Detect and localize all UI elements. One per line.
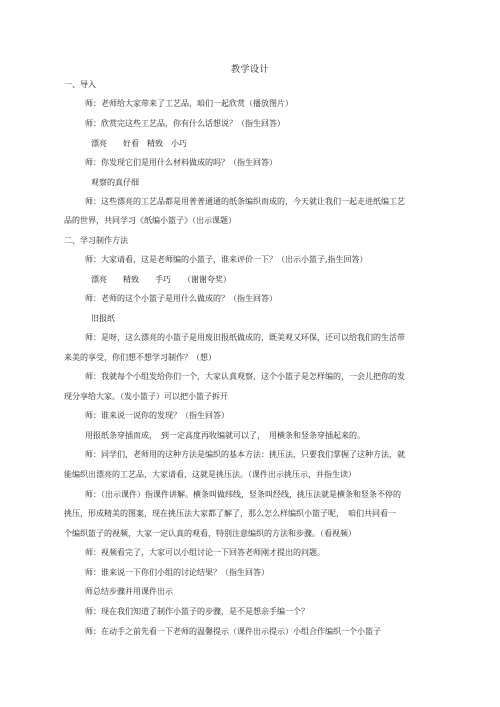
paragraph-continuation: 品的世界，共同学习《纸编小篮子》（出示课题） (64, 216, 236, 225)
answer-words: 漂亮 好看 精致 小巧 (91, 139, 187, 148)
answer-words: 漂亮 精致 手巧 （谢谢夸奖） (91, 275, 231, 284)
paragraph-continuation: 来美的享受，你们想不想学习制作？（想） (64, 353, 216, 362)
paragraph-continuation: 挑压，形成精美的图案，现在挑压法大家都了解了，那么怎么样编织小篮子呢， 咱们共同看一 (64, 509, 396, 518)
paragraph-line: 师：大家请看，这是老师编的小篮子，谁来评价一下？（出示小篮子,指生回答） (85, 255, 368, 264)
paragraph-line: 用报纸条穿插而成， 到一定高度再收编就可以了， 用横条和竖条穿插起来的。 (85, 431, 365, 440)
section-heading-intro: 一、导入 (64, 80, 96, 89)
document-title: 教学设计 (230, 65, 269, 75)
paragraph-line: 师：这些漂亮的工艺品都是用普普通通的纸条编织而成的，今天就让我们一起走进纸编工艺 (85, 197, 405, 206)
paragraph-line: 师：现在我们知道了制作小篮子的步骤，是不是想亲手编一个？ (85, 607, 309, 616)
paragraph-line: 师：视频看完了，大家可以小组讨论一下回答老师刚才提出的问题。 (85, 548, 325, 557)
paragraph-line: 师：（出示课件）指课件讲解。横条叫做纬线，竖条叫经线，挑压法就是横条和竖条不停的 (85, 490, 401, 499)
answer-line: 旧报纸 (91, 314, 115, 323)
paragraph-continuation: 现分享给大家。（发小篮子）可以把小篮子拆开 (64, 392, 228, 401)
paragraph-line: 师：是呀，这么漂亮的小篮子是用废旧报纸做成的，既美观又环保，还可以给我们的生活带 (85, 333, 405, 342)
paragraph-line: 师：我就每个小组发给你们一个，大家认真观察，这个小篮子是怎样编的，一会儿把你的发 (85, 372, 405, 381)
paragraph-continuation: 个编织篮子的视频，大家一定认真的观看，特别注意编织的方法和步骤。（看视频） (64, 529, 356, 538)
paragraph-line: 师：在动手之前先看一下老师的温馨提示（课件出示提示）小组合作编织一个小篮子 (85, 627, 381, 636)
paragraph-line: 师：欣赏完这些工艺品，你有什么话想说？（指生回答） (85, 119, 285, 128)
paragraph-line: 师：老师的这个小篮子是用什么做成的？（指生回答） (85, 294, 277, 303)
paragraph-line: 师：谁来说一说你的发现？（指生回答） (85, 411, 229, 420)
paragraph-line: 师：同学们，老师用的这种方法是编织的基本方法：挑压法，只要我们掌握了这种方法，就 (85, 450, 405, 459)
paragraph-line: 师总结步骤并用课件出示 (85, 587, 173, 596)
paragraph-line: 师：谁来说一下你们小组的讨论结果？（指生回答） (85, 568, 269, 577)
paragraph-line: 师：老师给大家带来了工艺品，咱们一起欣赏（播放图片） (85, 99, 293, 108)
answer-line: 观察的真仔细 (91, 178, 139, 187)
paragraph-continuation: 能编织出漂亮的工艺品，大家请看，这就是挑压法。（课件出示挑压示，并指生读） (64, 470, 356, 479)
paragraph-line: 师：你发现它们是用什么材料做成的吗？（指生回答） (85, 158, 277, 167)
section-heading-method: 二、学习制作方法 (64, 236, 128, 245)
